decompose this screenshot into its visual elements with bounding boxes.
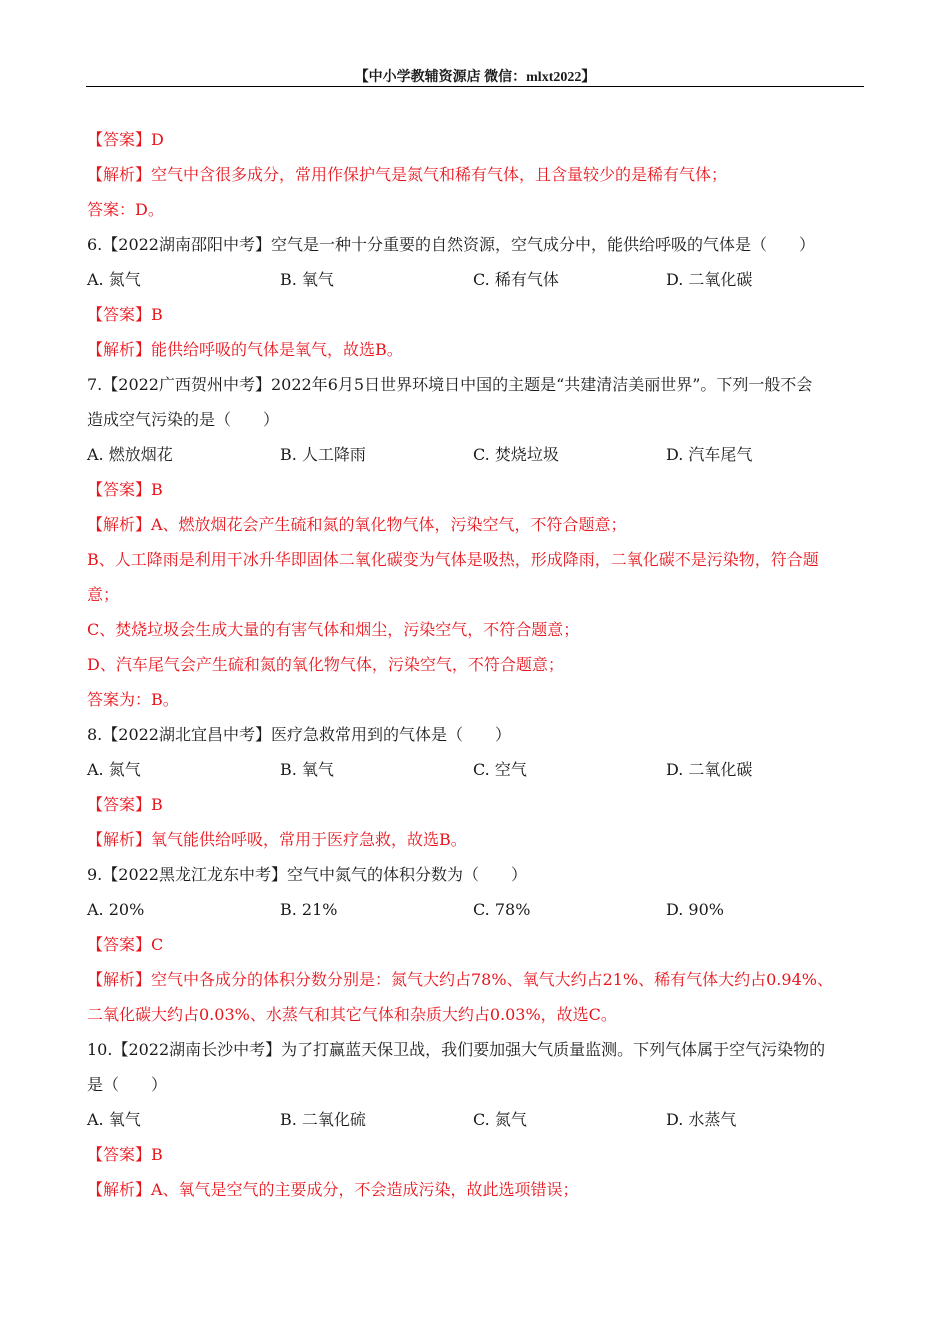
answer-line: 【答案】B xyxy=(87,480,163,499)
option-c: C. 空气 xyxy=(473,760,527,779)
analysis-line: B、人工降雨是利用干冰升华即固体二氧化碳变为气体是吸热，形成降雨，二氧化碳不是污染物，符合题 xyxy=(87,550,819,569)
option-d: D. 汽车尾气 xyxy=(666,445,753,464)
option-b: B. 氧气 xyxy=(280,270,334,289)
analysis-line: 意； xyxy=(87,585,120,604)
option-a: A. 氮气 xyxy=(87,760,141,779)
option-b: B. 氧气 xyxy=(280,760,334,779)
option-c: C. 焚烧垃圾 xyxy=(473,445,559,464)
question-block xyxy=(87,367,859,717)
option-b: B. 21% xyxy=(280,900,338,919)
question-block xyxy=(87,1032,859,1207)
answer-line: 【答案】D xyxy=(87,130,164,149)
option-a: A. 20% xyxy=(87,900,145,919)
option-c: C. 稀有气体 xyxy=(473,270,559,289)
question-stem-continued: 造成空气污染的是（ ） xyxy=(87,410,280,429)
option-a: A. 氧气 xyxy=(87,1110,141,1129)
options-row xyxy=(87,262,859,297)
options-row xyxy=(87,1102,859,1137)
analysis-line: 【解析】氧气能供给呼吸，常用于医疗急救，故选B。 xyxy=(87,830,467,849)
option-c: C. 氮气 xyxy=(473,1110,527,1129)
analysis-line: 【解析】A、燃放烟花会产生硫和氮的氧化物气体，污染空气，不符合题意； xyxy=(87,515,627,534)
answer-line: 【答案】B xyxy=(87,795,163,814)
analysis-line: 【解析】A、氧气是空气的主要成分，不会造成污染，故此选项错误； xyxy=(87,1180,579,1199)
option-a: A. 氮气 xyxy=(87,270,141,289)
question-stem: 10.【2022湖南长沙中考】为了打赢蓝天保卫战，我们要加强大气质量监测。下列气体属于空气污染物的 xyxy=(87,1040,826,1059)
answer-line: 【答案】B xyxy=(87,1145,163,1164)
question-stem: 6.【2022湖南邵阳中考】空气是一种十分重要的自然资源，空气成分中，能供给呼吸的气体是（ ） xyxy=(87,235,815,254)
analysis-line: C、焚烧垃圾会生成大量的有害气体和烟尘，污染空气，不符合题意； xyxy=(87,620,580,639)
option-d: D. 水蒸气 xyxy=(666,1110,737,1129)
answer-line: 【答案】B xyxy=(87,305,163,324)
question-stem: 8.【2022湖北宜昌中考】医疗急救常用到的气体是（ ） xyxy=(87,725,511,744)
question-block xyxy=(87,717,859,857)
options-row xyxy=(87,752,859,787)
analysis-line: 【解析】空气中各成分的体积分数分别是：氮气大约占78%、氧气大约占21%、稀有气体大约占0.94%、 xyxy=(87,970,833,989)
option-b: B. 二氧化硫 xyxy=(280,1110,366,1129)
option-d: D. 二氧化碳 xyxy=(666,760,753,779)
option-d: D. 90% xyxy=(666,900,724,919)
option-d: D. 二氧化碳 xyxy=(666,270,753,289)
question-block xyxy=(87,227,859,367)
question-block xyxy=(87,857,859,1032)
analysis-line: D、汽车尾气会产生硫和氮的氧化物气体，污染空气，不符合题意； xyxy=(87,655,564,674)
option-c: C. 78% xyxy=(473,900,531,919)
analysis-line: 【解析】能供给呼吸的气体是氧气，故选B。 xyxy=(87,340,403,359)
conclusion-line: 答案为：B。 xyxy=(87,690,179,709)
analysis-line: 二氧化碳大约占0.03%、水蒸气和其它气体和杂质大约占0.03%，故选C。 xyxy=(87,1005,617,1024)
option-b: B. 人工降雨 xyxy=(280,445,366,464)
document-body xyxy=(87,122,859,1207)
header-divider xyxy=(86,86,864,87)
options-row xyxy=(87,437,859,472)
answer-line: 【答案】C xyxy=(87,935,164,954)
options-row xyxy=(87,892,859,927)
question-stem: 9.【2022黑龙江龙东中考】空气中氮气的体积分数为（ ） xyxy=(87,865,527,884)
conclusion-line: 答案：D。 xyxy=(87,200,164,219)
page-header: 【中小学教辅资源店 微信：mlxt2022】 xyxy=(354,70,596,85)
question-stem-continued: 是（ ） xyxy=(87,1075,168,1094)
option-a: A. 燃放烟花 xyxy=(87,445,173,464)
question-stem: 7.【2022广西贺州中考】2022年6月5日世界环境日中国的主题是“共建清洁美丽世界”。下列一般不会 xyxy=(87,375,813,394)
analysis-line: 【解析】空气中含很多成分，常用作保护气是氮气和稀有气体，且含量较少的是稀有气体； xyxy=(87,165,728,184)
